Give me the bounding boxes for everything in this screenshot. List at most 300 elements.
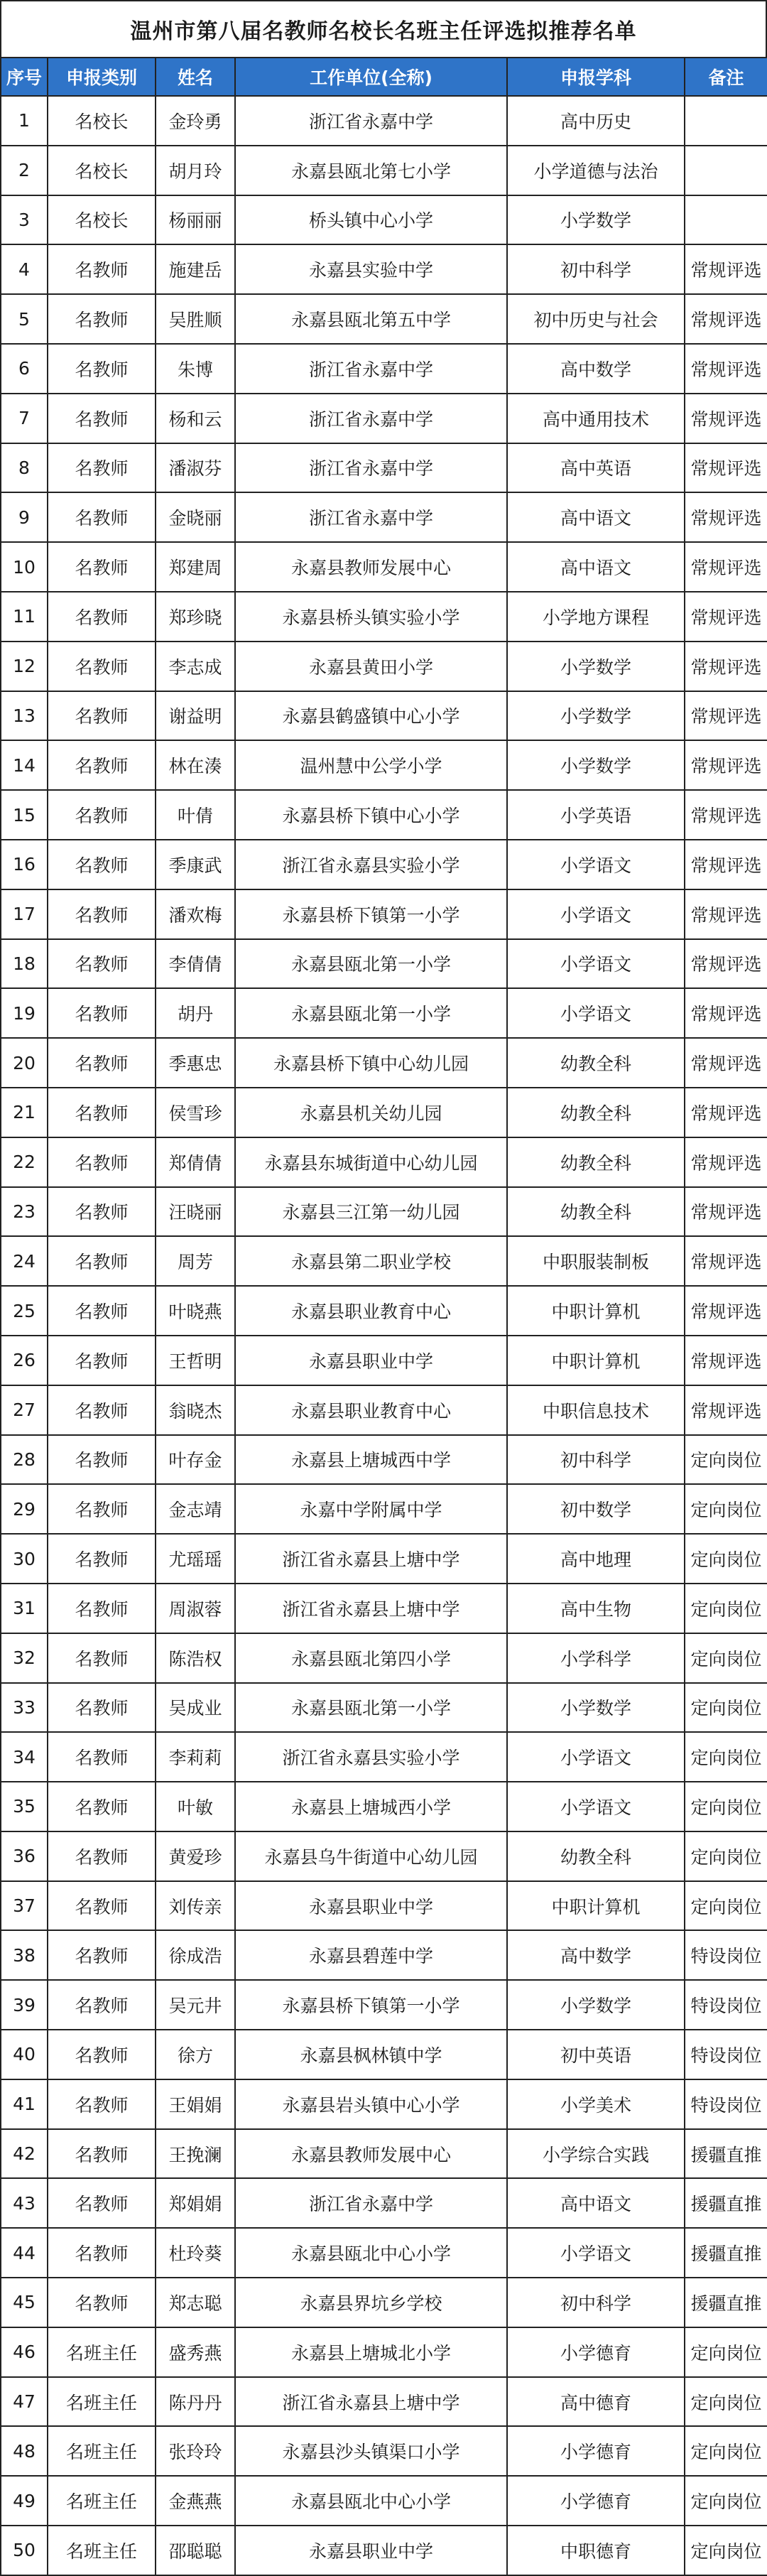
- cell-index: 30: [1, 1534, 48, 1584]
- cell-index: 48: [1, 2426, 48, 2476]
- cell-remarks: 常规评选: [685, 1385, 767, 1435]
- cell-remarks: 常规评选: [685, 394, 767, 443]
- cell-category: 名教师: [48, 840, 156, 889]
- cell-name: 陈丹丹: [156, 2377, 235, 2427]
- cell-workplace: 永嘉县东城街道中心幼儿园: [235, 1137, 507, 1187]
- cell-subject: 幼教全科: [507, 1088, 685, 1137]
- cell-subject: 初中历史与社会: [507, 294, 685, 344]
- cell-workplace: 永嘉县上塘城西中学: [235, 1435, 507, 1485]
- cell-workplace: 永嘉县黄田小学: [235, 642, 507, 691]
- cell-category: 名教师: [48, 790, 156, 840]
- table-row: [1, 2178, 767, 2228]
- cell-category: 名班主任: [48, 2327, 156, 2377]
- cell-subject: 小学德育: [507, 2476, 685, 2526]
- cell-name: 叶晓燕: [156, 1286, 235, 1336]
- table-row: [1, 2079, 767, 2129]
- cell-name: 吴成业: [156, 1683, 235, 1733]
- cell-remarks: 援疆直推: [685, 2278, 767, 2327]
- cell-subject: 幼教全科: [507, 1137, 685, 1187]
- cell-index: 43: [1, 2178, 48, 2228]
- cell-workplace: 永嘉县第二职业学校: [235, 1236, 507, 1286]
- table-row: [1, 1484, 767, 1534]
- cell-index: 33: [1, 1683, 48, 1733]
- cell-remarks: 常规评选: [685, 542, 767, 592]
- table-row: [1, 1881, 767, 1931]
- cell-remarks: 常规评选: [685, 443, 767, 493]
- cell-name: 杜玲葵: [156, 2228, 235, 2278]
- cell-subject: 小学语文: [507, 840, 685, 889]
- cell-remarks: 常规评选: [685, 492, 767, 542]
- cell-index: 46: [1, 2327, 48, 2377]
- cell-name: 郑珍晓: [156, 592, 235, 642]
- cell-subject: 初中科学: [507, 244, 685, 294]
- cell-remarks: 常规评选: [685, 244, 767, 294]
- table-row: [1, 344, 767, 394]
- cell-subject: 高中英语: [507, 443, 685, 493]
- cell-index: 41: [1, 2079, 48, 2129]
- cell-category: 名教师: [48, 1534, 156, 1584]
- cell-category: 名教师: [48, 2030, 156, 2079]
- cell-remarks: 定向岗位: [685, 2377, 767, 2427]
- cell-index: 10: [1, 542, 48, 592]
- cell-category: 名教师: [48, 740, 156, 790]
- cell-remarks: 援疆直推: [685, 2178, 767, 2228]
- cell-category: 名教师: [48, 244, 156, 294]
- cell-remarks: 特设岗位: [685, 2030, 767, 2079]
- table-row: [1, 691, 767, 741]
- cell-workplace: 温州慧中公学小学: [235, 740, 507, 790]
- cell-remarks: 常规评选: [685, 790, 767, 840]
- cell-subject: 小学德育: [507, 2327, 685, 2377]
- table-row: [1, 1930, 767, 1980]
- column-header-index: 序号: [1, 58, 48, 96]
- cell-workplace: 永嘉县机关幼儿园: [235, 1088, 507, 1137]
- table-row: [1, 195, 767, 245]
- cell-remarks: 常规评选: [685, 691, 767, 741]
- cell-workplace: 永嘉县职业中学: [235, 2526, 507, 2575]
- cell-name: 胡丹: [156, 988, 235, 1038]
- cell-workplace: 永嘉县教师发展中心: [235, 2129, 507, 2179]
- cell-subject: 小学语文: [507, 939, 685, 989]
- table-row: [1, 1385, 767, 1435]
- cell-name: 吴元井: [156, 1980, 235, 2030]
- table-row: [1, 294, 767, 344]
- cell-remarks: 定向岗位: [685, 2426, 767, 2476]
- cell-workplace: 永嘉县上塘城北小学: [235, 2327, 507, 2377]
- cell-name: 叶倩: [156, 790, 235, 840]
- table-row: [1, 394, 767, 443]
- cell-name: 徐方: [156, 2030, 235, 2079]
- cell-workplace: 永嘉县瓯北第一小学: [235, 1683, 507, 1733]
- cell-subject: 初中数学: [507, 1484, 685, 1534]
- cell-workplace: 永嘉县桥下镇第一小学: [235, 889, 507, 939]
- page-title: 温州市第八届名教师名校长名班主任评选拟推荐名单: [0, 0, 767, 57]
- table-row: [1, 1137, 767, 1187]
- cell-name: 林在湊: [156, 740, 235, 790]
- table-row: [1, 1831, 767, 1881]
- cell-subject: 高中历史: [507, 96, 685, 146]
- column-header-category: 申报类别: [48, 58, 156, 96]
- cell-index: 42: [1, 2129, 48, 2179]
- cell-category: 名教师: [48, 988, 156, 1038]
- cell-category: 名教师: [48, 344, 156, 394]
- cell-category: 名教师: [48, 939, 156, 989]
- cell-index: 22: [1, 1137, 48, 1187]
- cell-index: 15: [1, 790, 48, 840]
- table-row: [1, 1633, 767, 1683]
- cell-remarks: 定向岗位: [685, 1683, 767, 1733]
- cell-remarks: 常规评选: [685, 1236, 767, 1286]
- cell-index: 50: [1, 2526, 48, 2575]
- cell-name: 盛秀燕: [156, 2327, 235, 2377]
- cell-remarks: 定向岗位: [685, 1534, 767, 1584]
- cell-workplace: 永嘉县实验中学: [235, 244, 507, 294]
- cell-workplace: 浙江省永嘉县实验小学: [235, 840, 507, 889]
- cell-remarks: 定向岗位: [685, 2476, 767, 2526]
- cell-workplace: 永嘉县桥下镇中心幼儿园: [235, 1038, 507, 1088]
- cell-index: 5: [1, 294, 48, 344]
- cell-subject: 小学道德与法治: [507, 146, 685, 195]
- cell-index: 6: [1, 344, 48, 394]
- cell-index: 39: [1, 1980, 48, 2030]
- cell-subject: 初中科学: [507, 1435, 685, 1485]
- cell-workplace: 永嘉县枫林镇中学: [235, 2030, 507, 2079]
- cell-category: 名教师: [48, 1633, 156, 1683]
- cell-subject: 幼教全科: [507, 1187, 685, 1237]
- cell-name: 潘欢梅: [156, 889, 235, 939]
- table-row: [1, 1683, 767, 1733]
- cell-workplace: 永嘉县上塘城西小学: [235, 1782, 507, 1831]
- cell-workplace: 永嘉中学附属中学: [235, 1484, 507, 1534]
- cell-name: 潘淑芬: [156, 443, 235, 493]
- cell-category: 名教师: [48, 1435, 156, 1485]
- cell-name: 郑娟娟: [156, 2178, 235, 2228]
- cell-category: 名教师: [48, 2278, 156, 2327]
- cell-category: 名教师: [48, 492, 156, 542]
- cell-name: 季惠忠: [156, 1038, 235, 1088]
- cell-name: 金志靖: [156, 1484, 235, 1534]
- cell-workplace: 永嘉县瓯北中心小学: [235, 2476, 507, 2526]
- table-row: [1, 1584, 767, 1633]
- cell-subject: 小学数学: [507, 642, 685, 691]
- cell-index: 11: [1, 592, 48, 642]
- cell-remarks: 特设岗位: [685, 1980, 767, 2030]
- cell-index: 17: [1, 889, 48, 939]
- column-header-workplace: 工作单位(全称): [235, 58, 507, 96]
- cell-category: 名教师: [48, 1336, 156, 1385]
- cell-workplace: 浙江省永嘉中学: [235, 96, 507, 146]
- cell-name: 刘传亲: [156, 1881, 235, 1931]
- table-row: [1, 2129, 767, 2179]
- cell-name: 金晓丽: [156, 492, 235, 542]
- cell-index: 24: [1, 1236, 48, 1286]
- cell-index: 26: [1, 1336, 48, 1385]
- cell-subject: 小学德育: [507, 2426, 685, 2476]
- cell-category: 名教师: [48, 1881, 156, 1931]
- table-row: [1, 2228, 767, 2278]
- cell-index: 20: [1, 1038, 48, 1088]
- cell-workplace: 永嘉县瓯北第一小学: [235, 939, 507, 989]
- cell-workplace: 桥头镇中心小学: [235, 195, 507, 245]
- cell-index: 38: [1, 1930, 48, 1980]
- cell-subject: 中职德育: [507, 2526, 685, 2575]
- cell-remarks: [685, 195, 767, 245]
- cell-subject: 小学英语: [507, 790, 685, 840]
- cell-workplace: 永嘉县瓯北第五中学: [235, 294, 507, 344]
- cell-subject: 高中地理: [507, 1534, 685, 1584]
- cell-category: 名教师: [48, 394, 156, 443]
- cell-subject: 初中英语: [507, 2030, 685, 2079]
- cell-subject: 小学地方课程: [507, 592, 685, 642]
- cell-workplace: 永嘉县瓯北第七小学: [235, 146, 507, 195]
- cell-index: 49: [1, 2476, 48, 2526]
- cell-index: 23: [1, 1187, 48, 1237]
- cell-workplace: 浙江省永嘉县上塘中学: [235, 1534, 507, 1584]
- cell-remarks: 定向岗位: [685, 1831, 767, 1881]
- cell-subject: 高中语文: [507, 542, 685, 592]
- cell-index: 21: [1, 1088, 48, 1137]
- cell-name: 李志成: [156, 642, 235, 691]
- cell-name: 尤瑶瑶: [156, 1534, 235, 1584]
- cell-name: 徐成浩: [156, 1930, 235, 1980]
- cell-category: 名教师: [48, 1584, 156, 1633]
- cell-name: 胡月玲: [156, 146, 235, 195]
- table-row: [1, 1187, 767, 1237]
- table-row: [1, 1534, 767, 1584]
- cell-index: 40: [1, 2030, 48, 2079]
- cell-remarks: 定向岗位: [685, 1435, 767, 1485]
- cell-index: 19: [1, 988, 48, 1038]
- cell-subject: 小学语文: [507, 1732, 685, 1782]
- cell-name: 黄爱珍: [156, 1831, 235, 1881]
- cell-index: 18: [1, 939, 48, 989]
- cell-category: 名班主任: [48, 2526, 156, 2575]
- cell-index: 29: [1, 1484, 48, 1534]
- cell-index: 47: [1, 2377, 48, 2427]
- cell-remarks: 特设岗位: [685, 2079, 767, 2129]
- cell-subject: 幼教全科: [507, 1038, 685, 1088]
- cell-index: 34: [1, 1732, 48, 1782]
- cell-remarks: 定向岗位: [685, 2526, 767, 2575]
- cell-index: 7: [1, 394, 48, 443]
- cell-category: 名教师: [48, 691, 156, 741]
- cell-subject: 小学语文: [507, 988, 685, 1038]
- cell-workplace: 永嘉县三江第一幼儿园: [235, 1187, 507, 1237]
- cell-workplace: 浙江省永嘉县上塘中学: [235, 1584, 507, 1633]
- table-row: [1, 2526, 767, 2575]
- table-row: [1, 592, 767, 642]
- cell-index: 8: [1, 443, 48, 493]
- table-row: [1, 96, 767, 146]
- table-row: [1, 443, 767, 493]
- cell-workplace: 永嘉县界坑乡学校: [235, 2278, 507, 2327]
- cell-remarks: 常规评选: [685, 1088, 767, 1137]
- table-body: [1, 96, 767, 2575]
- cell-remarks: 常规评选: [685, 988, 767, 1038]
- cell-remarks: 定向岗位: [685, 1633, 767, 1683]
- table-row: [1, 492, 767, 542]
- cell-category: 名校长: [48, 96, 156, 146]
- cell-remarks: 常规评选: [685, 1187, 767, 1237]
- cell-workplace: 永嘉县瓯北第一小学: [235, 988, 507, 1038]
- cell-category: 名教师: [48, 1187, 156, 1237]
- cell-subject: 高中德育: [507, 2377, 685, 2427]
- cell-category: 名校长: [48, 146, 156, 195]
- cell-category: 名教师: [48, 1385, 156, 1435]
- cell-index: 4: [1, 244, 48, 294]
- cell-subject: 高中生物: [507, 1584, 685, 1633]
- recommendation-table: [0, 57, 767, 2576]
- cell-subject: 小学数学: [507, 1980, 685, 2030]
- cell-index: 44: [1, 2228, 48, 2278]
- table-row: [1, 1088, 767, 1137]
- table-row: [1, 146, 767, 195]
- cell-workplace: 永嘉县职业中学: [235, 1336, 507, 1385]
- cell-index: 27: [1, 1385, 48, 1435]
- cell-workplace: 浙江省永嘉县实验小学: [235, 1732, 507, 1782]
- cell-subject: 高中数学: [507, 344, 685, 394]
- cell-index: 3: [1, 195, 48, 245]
- cell-remarks: 定向岗位: [685, 1484, 767, 1534]
- cell-remarks: 援疆直推: [685, 2228, 767, 2278]
- cell-subject: 中职信息技术: [507, 1385, 685, 1435]
- cell-workplace: 浙江省永嘉中学: [235, 394, 507, 443]
- cell-workplace: 永嘉县沙头镇渠口小学: [235, 2426, 507, 2476]
- cell-remarks: 定向岗位: [685, 1732, 767, 1782]
- cell-subject: 初中科学: [507, 2278, 685, 2327]
- cell-category: 名教师: [48, 1137, 156, 1187]
- table-row: [1, 1038, 767, 1088]
- cell-remarks: 常规评选: [685, 840, 767, 889]
- cell-workplace: 浙江省永嘉中学: [235, 344, 507, 394]
- cell-category: 名校长: [48, 195, 156, 245]
- cell-name: 季康武: [156, 840, 235, 889]
- cell-category: 名教师: [48, 1782, 156, 1831]
- cell-subject: 小学科学: [507, 1633, 685, 1683]
- cell-category: 名教师: [48, 2129, 156, 2179]
- table-row: [1, 1236, 767, 1286]
- table-row: [1, 642, 767, 691]
- cell-subject: 小学数学: [507, 1683, 685, 1733]
- table-row: [1, 988, 767, 1038]
- cell-subject: 小学综合实践: [507, 2129, 685, 2179]
- cell-category: 名教师: [48, 294, 156, 344]
- cell-workplace: 永嘉县桥下镇第一小学: [235, 1980, 507, 2030]
- cell-workplace: 永嘉县职业教育中心: [235, 1286, 507, 1336]
- cell-index: 36: [1, 1831, 48, 1881]
- cell-workplace: 浙江省永嘉县上塘中学: [235, 2377, 507, 2427]
- cell-category: 名教师: [48, 1980, 156, 2030]
- cell-remarks: 定向岗位: [685, 1881, 767, 1931]
- cell-workplace: 永嘉县教师发展中心: [235, 542, 507, 592]
- cell-remarks: 援疆直推: [685, 2129, 767, 2179]
- table-row: [1, 244, 767, 294]
- table-row: [1, 542, 767, 592]
- cell-index: 45: [1, 2278, 48, 2327]
- cell-workplace: 永嘉县职业中学: [235, 1881, 507, 1931]
- table-row: [1, 840, 767, 889]
- cell-subject: 小学数学: [507, 740, 685, 790]
- cell-workplace: 浙江省永嘉中学: [235, 443, 507, 493]
- cell-name: 杨丽丽: [156, 195, 235, 245]
- table-row: [1, 1336, 767, 1385]
- cell-remarks: 定向岗位: [685, 1584, 767, 1633]
- cell-name: 吴胜顺: [156, 294, 235, 344]
- cell-category: 名教师: [48, 592, 156, 642]
- cell-subject: 中职计算机: [507, 1881, 685, 1931]
- cell-name: 周淑蓉: [156, 1584, 235, 1633]
- table-row: [1, 740, 767, 790]
- cell-category: 名教师: [48, 2079, 156, 2129]
- cell-index: 14: [1, 740, 48, 790]
- cell-name: 张玲玲: [156, 2426, 235, 2476]
- cell-index: 12: [1, 642, 48, 691]
- cell-category: 名班主任: [48, 2476, 156, 2526]
- table-row: [1, 2030, 767, 2079]
- cell-workplace: 永嘉县乌牛街道中心幼儿园: [235, 1831, 507, 1881]
- cell-index: 28: [1, 1435, 48, 1485]
- cell-remarks: 常规评选: [685, 344, 767, 394]
- cell-name: 侯雪珍: [156, 1088, 235, 1137]
- cell-workplace: 浙江省永嘉中学: [235, 2178, 507, 2228]
- column-header-name: 姓名: [156, 58, 235, 96]
- cell-workplace: 永嘉县桥头镇实验小学: [235, 592, 507, 642]
- cell-name: 陈浩权: [156, 1633, 235, 1683]
- cell-workplace: 永嘉县岩头镇中心小学: [235, 2079, 507, 2129]
- cell-name: 李倩倩: [156, 939, 235, 989]
- cell-workplace: 浙江省永嘉中学: [235, 492, 507, 542]
- cell-category: 名教师: [48, 443, 156, 493]
- table-row: [1, 1782, 767, 1831]
- cell-workplace: 永嘉县瓯北中心小学: [235, 2228, 507, 2278]
- cell-remarks: 定向岗位: [685, 1782, 767, 1831]
- cell-name: 周芳: [156, 1236, 235, 1286]
- table-row: [1, 939, 767, 989]
- column-header-remarks: 备注: [685, 58, 767, 96]
- table-row: [1, 1286, 767, 1336]
- cell-remarks: [685, 96, 767, 146]
- table-row: [1, 1435, 767, 1485]
- cell-name: 汪晓丽: [156, 1187, 235, 1237]
- cell-index: 31: [1, 1584, 48, 1633]
- cell-name: 王娟娟: [156, 2079, 235, 2129]
- cell-category: 名教师: [48, 1088, 156, 1137]
- cell-remarks: 常规评选: [685, 889, 767, 939]
- table-row: [1, 2476, 767, 2526]
- cell-category: 名教师: [48, 1286, 156, 1336]
- cell-subject: 中职计算机: [507, 1336, 685, 1385]
- cell-name: 金玲勇: [156, 96, 235, 146]
- cell-remarks: 常规评选: [685, 642, 767, 691]
- cell-subject: 高中语文: [507, 492, 685, 542]
- cell-remarks: 特设岗位: [685, 1930, 767, 1980]
- cell-subject: 小学美术: [507, 2079, 685, 2129]
- cell-name: 谢益明: [156, 691, 235, 741]
- cell-workplace: 永嘉县瓯北第四小学: [235, 1633, 507, 1683]
- cell-category: 名教师: [48, 2228, 156, 2278]
- column-header-subject: 申报学科: [507, 58, 685, 96]
- cell-remarks: 常规评选: [685, 592, 767, 642]
- cell-remarks: 常规评选: [685, 939, 767, 989]
- table-row: [1, 2327, 767, 2377]
- cell-subject: 高中语文: [507, 2178, 685, 2228]
- table-row: [1, 889, 767, 939]
- cell-subject: 高中数学: [507, 1930, 685, 1980]
- cell-name: 翁晓杰: [156, 1385, 235, 1435]
- cell-index: 2: [1, 146, 48, 195]
- table-row: [1, 1980, 767, 2030]
- cell-name: 叶存金: [156, 1435, 235, 1485]
